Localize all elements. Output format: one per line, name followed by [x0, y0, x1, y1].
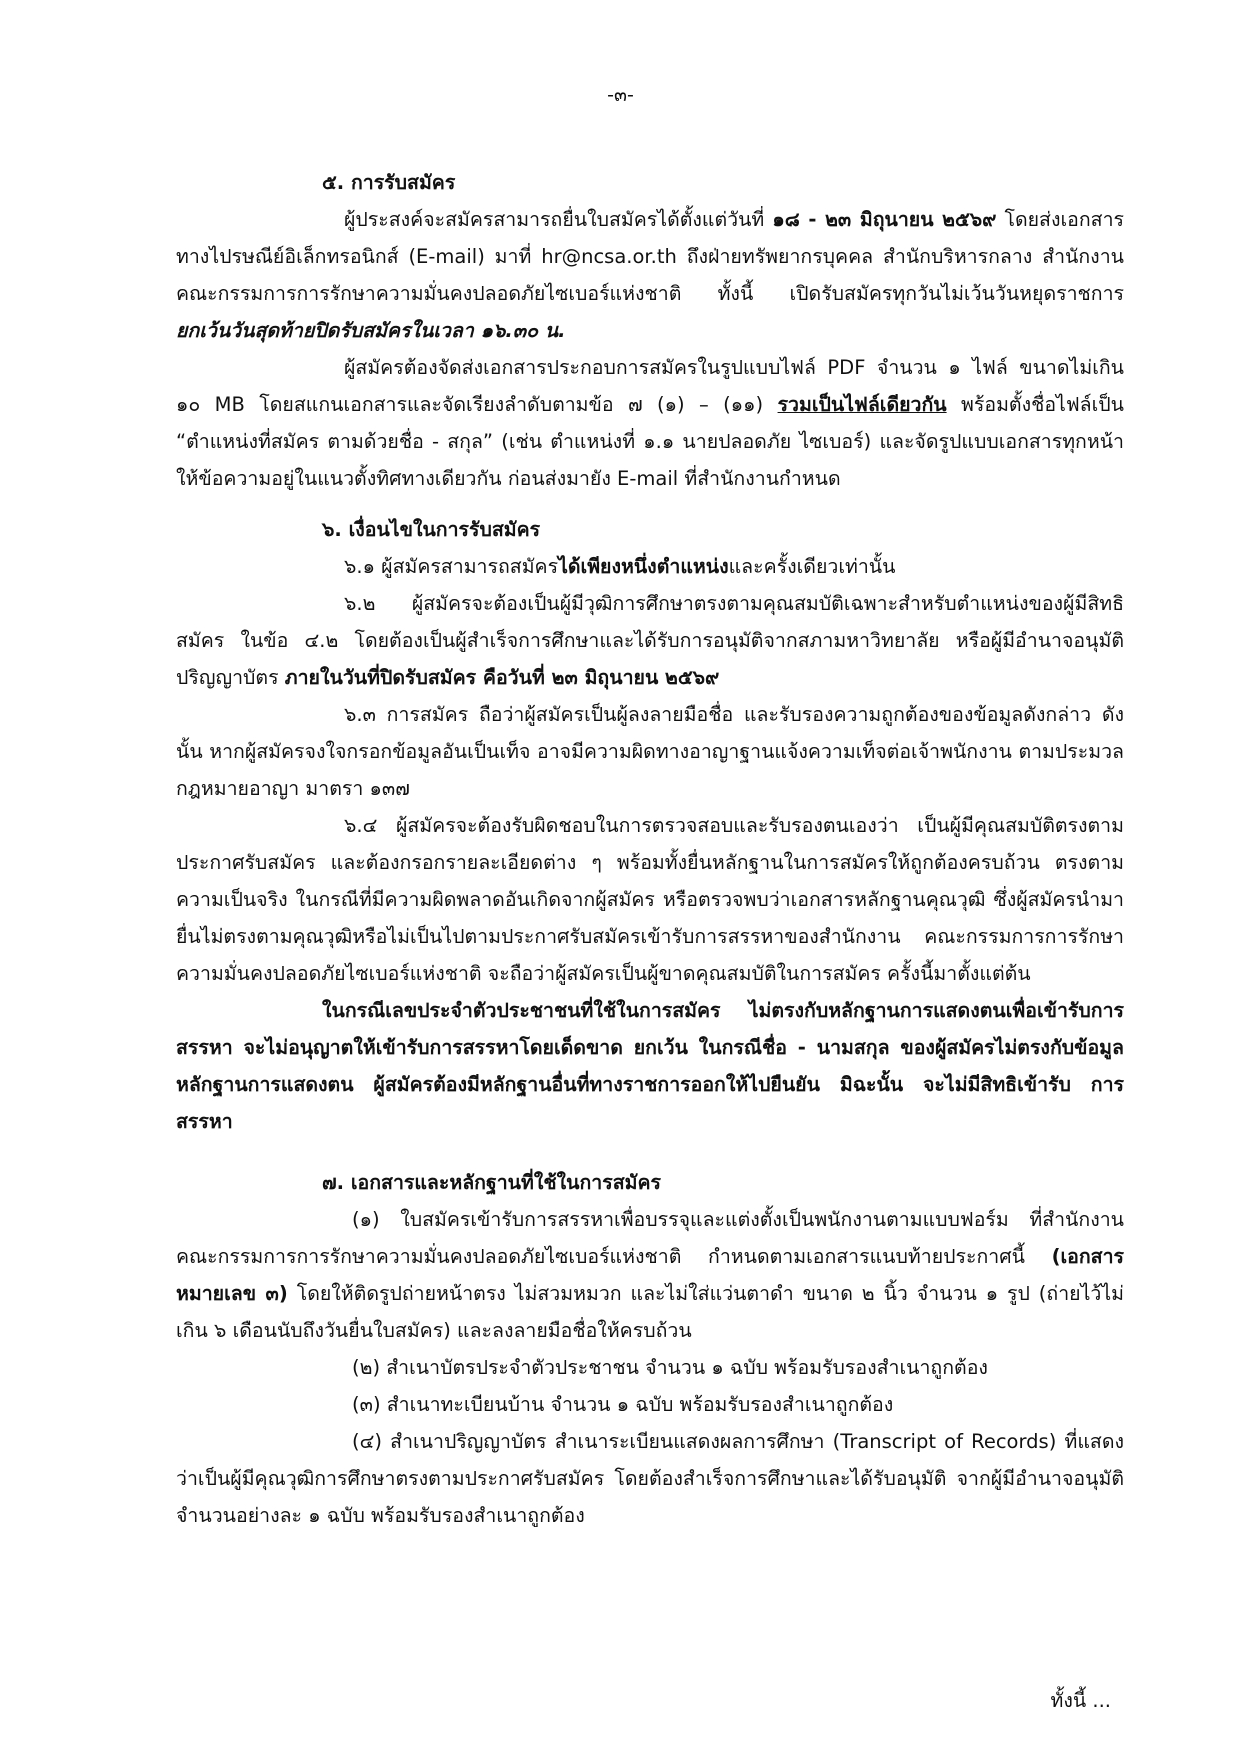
section-7-heading: ๗. เอกสารและหลักฐานที่ใช้ในการสมัคร [322, 1171, 661, 1194]
section-7-item-4: (๔) สำเนาปริญญาบัตร สำเนาระเบียนแสดงผลการศึกษา (Transcript of Records) ที่แสดงว่าเป็นผู้มีคุณวุฒิการศึกษาตรงตามประกาศรับสมัคร โดยต้องสำเร็จการศึกษาและได้รับอนุมัติ จากผู้มีอำนาจอนุมัติ จำนวนอย่างละ ๑ ฉบับ พร้อมรับรองสำเนาถูกต้อง [176, 1430, 1124, 1527]
single-file-note: รวมเป็นไฟล์เดียวกัน [777, 393, 947, 416]
page-number: -๓- [607, 84, 634, 106]
section-6-3: ๖.๓ การสมัคร ถือว่าผู้สมัครเป็นผู้ลงลายมือชื่อ และรับรองความถูกต้องของข้อมูลดังกล่าว ดังนั้น หากผู้สมัครจงใจกรอกข้อมูลอันเป็นเท็จ อาจมีความผิดทางอาญาฐานแจ้งความเท็จต่อเจ้าพนักงาน ตามประมวลกฎหมายอาญา มาตรา ๑๓๗ [176, 703, 1124, 800]
section-7-item-2: (๒) สำเนาบัตรประจำตัวประชาชน จำนวน ๑ ฉบับ พร้อมรับรองสำเนาถูกต้อง [352, 1356, 988, 1379]
section-5-heading: ๕. การรับสมัคร [322, 171, 456, 194]
continuation-note: ทั้งนี้ ... [1050, 1689, 1111, 1712]
section-5-paragraph-2 [176, 349, 1124, 497]
text-run: (๑) ใบสมัครเข้ารับการสรรหาเพื่อบรรจุและแต่งตั้งเป็นพนักงานตามแบบฟอร์ม ที่สำนักงานคณะกรรมการการรักษาความมั่นคงปลอดภัยไซเบอร์แห่งชาติ กำหนดตามเอกสารแนบท้ายประกาศนี้ [176, 1208, 1124, 1268]
one-position-note: ได้เพียงหนึ่งตำแหน่ง [558, 555, 729, 578]
section-7-item-3: (๓) สำเนาทะเบียนบ้าน จำนวน ๑ ฉบับ พร้อมรับรองสำเนาถูกต้อง [352, 1393, 894, 1416]
text-run: ผู้สมัครต้องจัดส่งเอกสารประกอบการสมัครในรูปแบบไฟล์ PDF จำนวน ๑ ไฟล์ ขนาดไม่เกิน ๑๐ MB โดยสแกนเอกสารและจัดเรียงลำดับตามข้อ ๗ (๑) – (๑๑) [176, 356, 1124, 416]
section-5-paragraph-1 [176, 201, 1124, 349]
text-run: โดยให้ติดรูปถ่ายหน้าตรง ไม่สวมหมวก และไม่ใส่แว่นตาดำ ขนาด ๒ นิ้ว จำนวน ๑ รูป (ถ่ายไว้ไม่เกิน ๖ เดือนนับถึงวันยื่นใบสมัคร) และลงลายมือชื่อให้ครบถ้วน [176, 1282, 1125, 1342]
text-run: ๖.๒ ผู้สมัครจะต้องเป็นผู้มีวุฒิการศึกษาตรงตามคุณสมบัติเฉพาะสำหรับตำแหน่งของผู้มีสิทธิสมัคร ในข้อ ๔.๒ โดยต้องเป็นผู้สำเร็จการศึกษาและได้รับการอนุมัติจากสภามหาวิทยาลัย หรือผู้มีอำนาจอนุมัติปริญญาบัตร [176, 592, 1124, 689]
section-6-heading: ๖. เงื่อนไขในการรับสมัคร [322, 518, 541, 541]
id-notice-text: ในกรณีเลขประจำตัวประชาชนที่ใช้ในการสมัคร ไม่ตรงกับหลักฐานการแสดงตนเพื่อเข้ารับการสรรหา จะไม่อนุญาตให้เข้ารับการสรรหาโดยเด็ดขาด ยกเว้น ในกรณีชื่อ - นามสกุล ของผู้สมัครไม่ตรงกับข้อมูล หลักฐานการแสดงตน ผู้สมัครต้องมีหลักฐานอื่นที่ทางราชการออกให้ไปยืนยัน มิฉะนั้น จะไม่มีสิทธิเข้ารับ การสรรหา [176, 999, 1124, 1133]
section-6-4: ๖.๔ ผู้สมัครจะต้องรับผิดชอบในการตรวจสอบและรับรองตนเองว่า เป็นผู้มีคุณสมบัติตรงตามประกาศรับสมัคร และต้องกรอกรายละเอียดต่าง ๆ พร้อมทั้งยื่นหลักฐานในการสมัครให้ถูกต้องครบถ้วน ตรงตามความเป็นจริง ในกรณีที่มีความผิดพลาดอันเกิดจากผู้สมัคร หรือตรวจพบว่าเอกสารหลักฐานคุณวุฒิ ซึ่งผู้สมัครนำมายื่นไม่ตรงตามคุณวุฒิหรือไม่เป็นไปตามประกาศรับสมัครเข้ารับการสรรหาของสำนักงาน คณะกรรมการการรักษาความมั่นคงปลอดภัยไซเบอร์แห่งชาติ จะถือว่าผู้สมัครเป็นผู้ขาดคุณสมบัติในการสมัคร ครั้งนี้มาตั้งแต่ต้น [176, 814, 1124, 985]
document-number-note: (เอกสารหมายเลข ๓) [176, 1245, 1124, 1305]
document-body [176, 162, 1124, 1534]
deadline-note: ยกเว้นวันสุดท้ายปิดรับสมัครในเวลา ๑๖.๓๐ น. [176, 319, 566, 342]
text-run: ผู้ประสงค์จะสมัครสามารถยื่นใบสมัครได้ตั้งแต่วันที่ [344, 208, 773, 231]
text-run: และครั้งเดียวเท่านั้น [728, 555, 896, 578]
application-dates: ๑๘ - ๒๓ มิถุนายน ๒๕๖๙ [772, 208, 997, 231]
text-run: พร้อมตั้งชื่อไฟล์เป็น “ตำแหน่งที่สมัคร ตามด้วยชื่อ - สกุล” (เช่น ตำแหน่งที่ ๑.๑ นายปลอดภัย ไซเบอร์) และจัดรูปแบบเอกสารทุกหน้าให้ข้อความอยู่ในแนวตั้งทิศทางเดียวกัน ก่อนส่งมายัง E-mail ที่สำนักงานกำหนด [176, 393, 1124, 490]
section-7-item-1 [176, 1201, 1124, 1349]
section-6-1 [176, 548, 1124, 585]
section-6-id-notice [176, 992, 1124, 1140]
section-6-2 [176, 585, 1124, 696]
closing-date-note: ภายในวันที่ปิดรับสมัคร คือวันที่ ๒๓ มิถุนายน ๒๕๖๙ [284, 666, 720, 689]
text-run: ๖.๑ ผู้สมัครสามารถสมัคร [344, 555, 559, 578]
text-run: โดยส่งเอกสารทางไปรษณีย์อิเล็กทรอนิกส์ (E-mail) มาที่ hr@ncsa.or.th ถึงฝ่ายทรัพยากรบุคคล สำนักบริหารกลาง สำนักงานคณะกรรมการการรักษาความมั่นคงปลอดภัยไซเบอร์แห่งชาติ ทั้งนี้ เปิดรับสมัครทุกวันไม่เว้นวันหยุดราชการ [176, 208, 1124, 305]
